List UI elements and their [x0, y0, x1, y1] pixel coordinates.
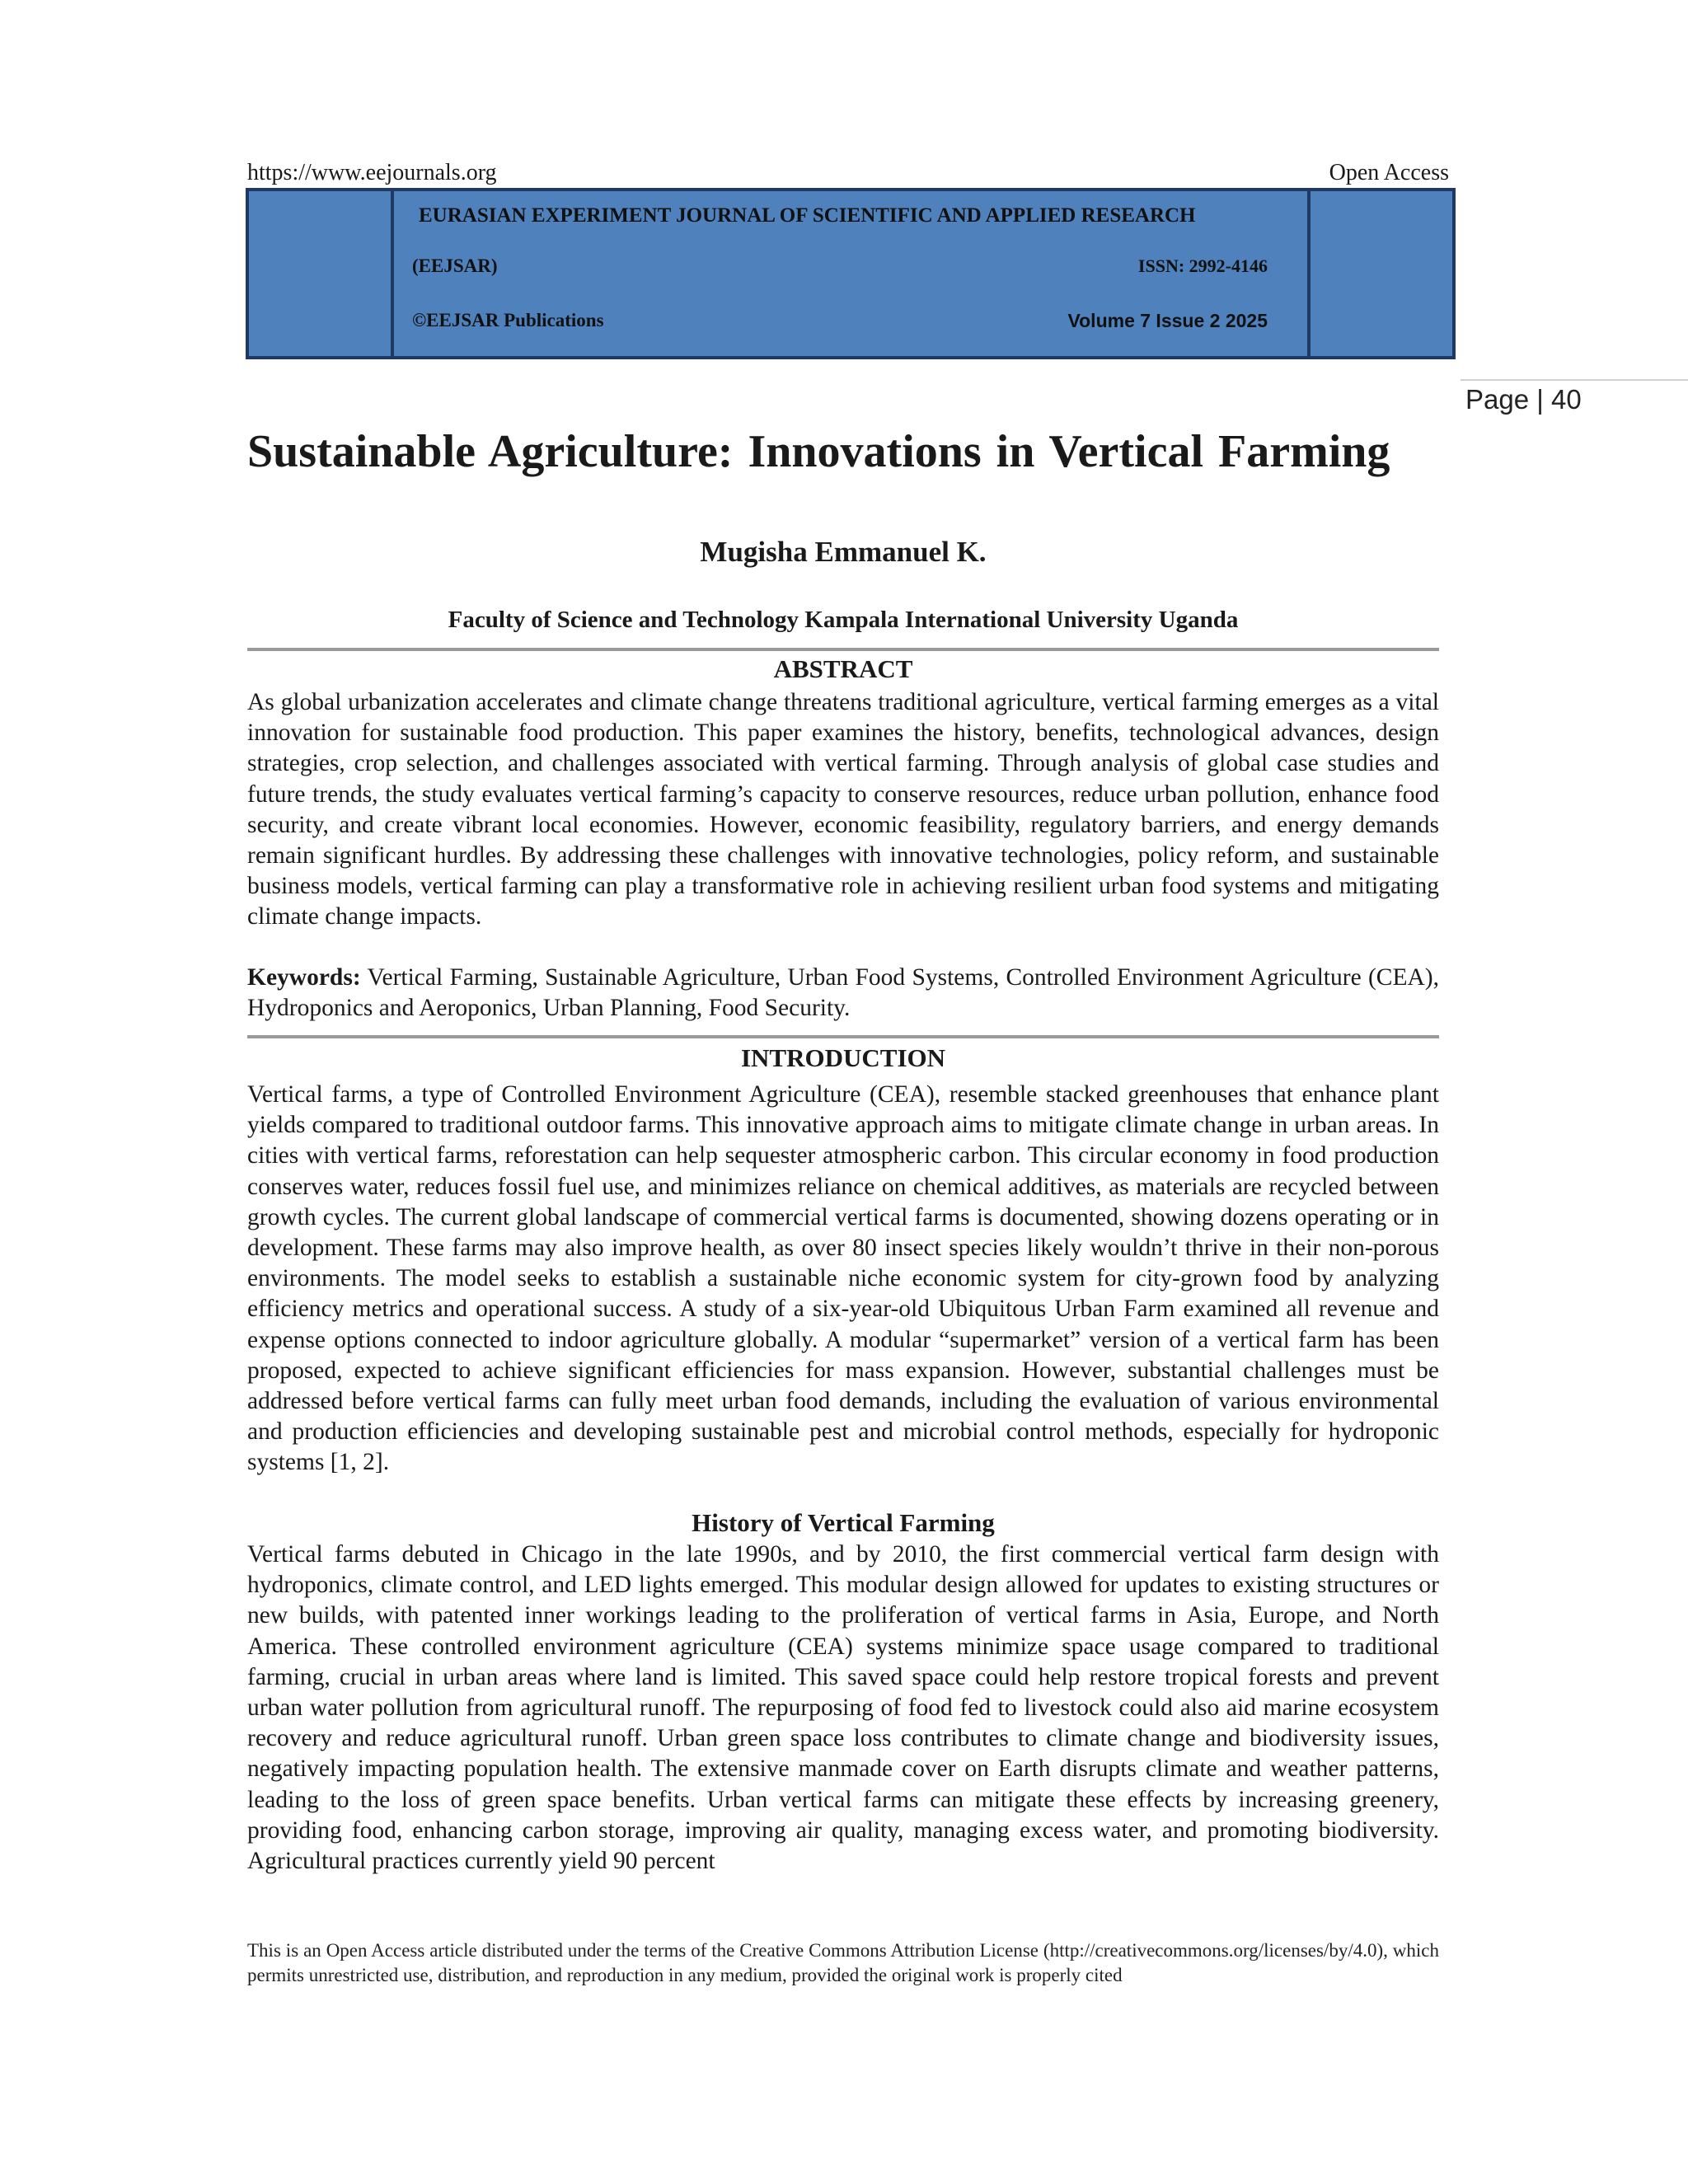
banner-right-cell	[1307, 191, 1452, 356]
journal-website-link[interactable]: https://www.eejournals.org	[247, 160, 497, 185]
page-number: Page | 40	[1465, 384, 1582, 415]
history-heading: History of Vertical Farming	[692, 1508, 995, 1537]
divider-above-abstract	[247, 648, 1439, 651]
journal-banner	[246, 188, 1456, 359]
article-author: Mugisha Emmanuel K.	[700, 536, 987, 568]
journal-publisher: ©EEJSAR Publications	[412, 310, 604, 330]
abstract-text: As global urbanization accelerates and climate change threatens traditional agriculture, vertical farming emerges as a vital innovation for sustainable food production. This paper examines the history, benefits, technological advances, design strategies, crop selection, and challenges associated with vertical farming. Through analysis of global case studies and future trends, the study evaluates vertical farming’s capacity to conserve resources, reduce urban pollution, enhance food security, and create vibrant local economies. However, economic feasibility, regulatory barriers, and energy demands remain significant hurdles. By addressing these challenges with innovative technologies, policy reform, and sustainable business models, vertical farming can play a transformative role in achieving resilient urban food systems and mitigating climate change impacts.	[247, 689, 1439, 930]
open-access-label: Open Access	[1329, 160, 1449, 185]
introduction-text: Vertical farms, a type of Controlled Environment Agriculture (CEA), resemble stacked greenhouses that enhance plant yields compared to traditional outdoor farms. This innovative approach aims to mitigate climate change in urban areas. In cities with vertical farms, reforestation can help sequester atmospheric carbon. This circular economy in food production conserves water, reduces fossil fuel use, and minimizes reliance on chemical additives, as materials are recycled between growth cycles. The current global landscape of commercial vertical farms is documented, showing dozens operating or in development. These farms may also improve health, as over 80 insect species likely wouldn’t thrive in their non-porous environments. The model seeks to establish a sustainable niche economic system for city-grown food by analyzing efficiency metrics and operational success. A study of a six-year-old Ubiquitous Urban Farm examined all revenue and expense options connected to indoor agriculture globally. A modular “supermarket” version of a vertical farm has been proposed, expected to achieve significant efficiencies for mass expansion. However, substantial challenges must be addressed before vertical farms can fully meet urban food demands, including the evaluation of various environmental and production efficiencies and developing sustainable pest and microbial control methods, especially for hydroponic systems [1, 2].	[247, 1081, 1439, 1476]
license-footer: This is an Open Access article distributed under the terms of the Creative Commons Attribution License (http://creativecommons.org/licenses/by/4.0), which permits unrestricted use, distribution, and reproduction in any medium, provided the original work is properly cited	[247, 1940, 1439, 1985]
divider-above-introduction	[247, 1035, 1439, 1038]
journal-abbreviation: (EEJSAR)	[412, 255, 498, 276]
banner-left-cell	[249, 191, 394, 356]
article-title: Sustainable Agriculture: Innovations in Vertical Farming	[247, 426, 1390, 477]
introduction-heading: INTRODUCTION	[740, 1043, 946, 1072]
history-text: Vertical farms debuted in Chicago in the late 1990s, and by 2010, the first commercial vertical farm design with hydroponics, climate control, and LED lights emerged. This modular design allowed for updates to existing structures or new builds, with patented inner workings leading to the proliferation of vertical farms in Asia, Europe, and North America. These controlled environment agriculture (CEA) systems minimize space usage compared to traditional farming, crucial in urban areas where land is limited. This saved space could help restore tropical forests and prevent urban water pollution from agricultural runoff. The repurposing of food fed to livestock could also aid marine ecosystem recovery and reduce agricultural runoff. Urban green space loss contributes to climate change and biodiversity issues, negatively impacting population health. The extensive manmade cover on Earth disrupts climate and weather patterns, leading to the loss of green space benefits. Urban vertical farms can mitigate these effects by increasing greenery, providing food, enhancing carbon storage, improving air quality, managing excess water, and promoting biodiversity. Agricultural practices currently yield 90 percent	[247, 1541, 1439, 1875]
abstract-heading: ABSTRACT	[773, 654, 913, 683]
page-number-rule	[1461, 379, 1688, 381]
keywords-label: Keywords:	[247, 964, 361, 991]
keywords-line	[247, 963, 1439, 1024]
journal-title: EURASIAN EXPERIMENT JOURNAL OF SCIENTIFIC AND APPLIED RESEARCH	[419, 204, 1196, 227]
keywords-list: Vertical Farming, Sustainable Agriculture, Urban Food Systems, Controlled Environment Agriculture (CEA), Hydroponics and Aeroponics, Urban Planning, Food Security.	[247, 964, 1439, 1022]
journal-volume-issue: Volume 7 Issue 2 2025	[1067, 310, 1268, 331]
running-header	[247, 160, 1449, 190]
author-affiliation: Faculty of Science and Technology Kampala International University Uganda	[448, 607, 1239, 633]
journal-issn: ISSN: 2992-4146	[1137, 255, 1268, 276]
